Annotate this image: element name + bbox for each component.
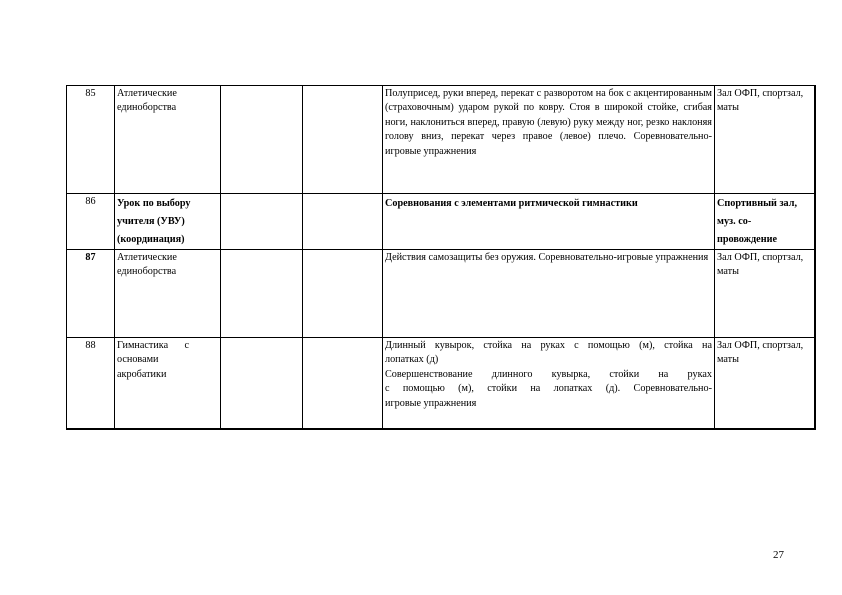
empty-cell — [303, 194, 383, 250]
lesson-content-line: с помощью (м), стойки на лопатках (д). Соревновательно- — [385, 383, 712, 395]
empty-cell — [303, 338, 383, 429]
table-row — [67, 194, 815, 250]
table-row — [67, 86, 815, 194]
lesson-content-line: лопатках (д) — [385, 354, 439, 366]
page-number: 27 — [773, 549, 784, 561]
lesson-place: Зал ОФП, спортзал, маты — [715, 86, 815, 194]
empty-cell — [221, 250, 303, 338]
table-row — [67, 338, 815, 429]
empty-cell — [221, 194, 303, 250]
lesson-topic: Атлетические единоборства — [115, 86, 221, 194]
lesson-number: 86 — [67, 194, 115, 250]
lesson-content — [383, 338, 715, 429]
lesson-place: Зал ОФП, спортзал, маты — [715, 338, 815, 429]
lesson-number: 85 — [67, 86, 115, 194]
lesson-topic-line: основами — [117, 354, 159, 366]
lesson-topic-line: акробатики — [117, 368, 167, 380]
lesson-plan-table — [66, 85, 816, 430]
empty-cell — [303, 250, 383, 338]
empty-cell — [303, 86, 383, 194]
lesson-content-line: Длинный кувырок, стойка на руках с помощью (м), стойка на — [385, 340, 712, 351]
lesson-topic-line: (координация) — [117, 234, 185, 245]
lesson-topic — [115, 338, 221, 429]
table-row — [67, 250, 815, 338]
lesson-place-line: муз. со- — [717, 216, 752, 227]
lesson-place-line: провождение — [717, 234, 777, 245]
empty-cell — [221, 86, 303, 194]
lesson-topic-line: Урок по выбору — [117, 198, 191, 209]
lesson-topic — [115, 194, 221, 250]
lesson-number: 87 — [67, 250, 115, 338]
lesson-place: Зал ОФП, спортзал, маты — [715, 250, 815, 338]
lesson-topic-line: учителя (УВУ) — [117, 216, 185, 227]
empty-cell — [221, 338, 303, 429]
lesson-place — [715, 194, 815, 250]
lesson-content: Соревнования с элементами ритмической гимнастики — [383, 194, 715, 250]
lesson-content: Действия самозащиты без оружия. Соревновательно-игровые упражнения — [383, 250, 715, 338]
lesson-content-line: Совершенствование длинного кувырка, стойки на руках — [385, 368, 712, 380]
lesson-topic-line: Гимнастика с — [117, 340, 189, 351]
lesson-content: Полуприсед, руки вперед, перекат с разворотом на бок с акцентированным (страховочным) ударом рукой по ковру. Стоя в широкой стойке, сгибая ноги, наклониться вперед, правую (левую) руку между ног, резко наклоняя голову вниз, перекат через правое (левое) плечо. Соревновательно-игровые упражнения — [383, 86, 715, 194]
lesson-topic: Атлетические единоборства — [115, 250, 221, 338]
lesson-place-line: Спортивный зал, — [717, 198, 798, 209]
lesson-content-line: игровые упражнения — [385, 397, 477, 409]
lesson-number: 88 — [67, 338, 115, 429]
